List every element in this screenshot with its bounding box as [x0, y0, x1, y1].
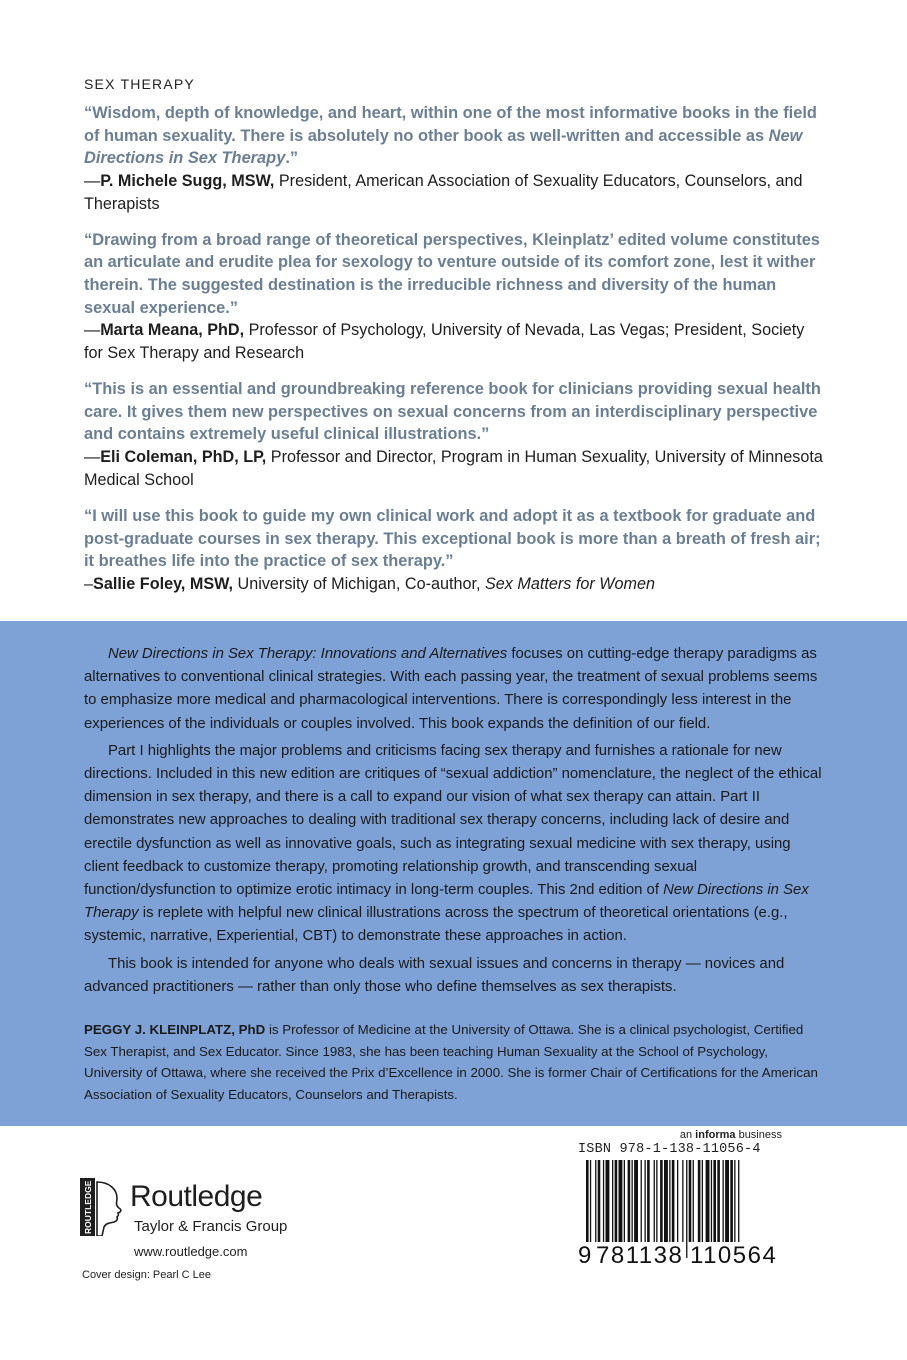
author-name: PEGGY J. KLEINPLATZ, PhD [84, 1022, 266, 1037]
routledge-logo-text: ROUTLEDGE [83, 1180, 93, 1234]
author-bio-text: is Professor of Medicine at the University of Ottawa. She is a clinical psychologist, Certified Sex Therapist, and Sex Educator. Since 1983, she has been teaching Human Sexuality at the School of Psychology, University of Ottawa, where she received the Prix d’Excellence in 2000. She is former Chair of Certifications for the American Association of Sexuality Educators, Counselors and Therapists. [84, 1022, 818, 1102]
endorsements [84, 102, 824, 609]
cover-design-credit: Cover design: Pearl C Lee [82, 1269, 212, 1281]
description-paragraph: Part I highlights the major problems and criticisms facing sex therapy and furnishes a rationale for new directions. Included in this new edition are critiques of “sexual addiction” nomenclature, the neglect of the ethical dimension in sex therapy, and there is a call to expand our vision of what sex therapy can attain. Part II demonstrates new approaches to dealing with traditional sex therapy concerns, including lack of desire and erectile dysfunction as well as innovative goals, such as integrating sexual medicine with sex therapy, using client feedback to customize therapy, promoting relationship growth, and transcending sexual function/dysfunction to optimize erotic intimacy in long-term couples. This 2nd edition of New Directions in Sex Therapy is replete with helpful new clinical illustrations across the spectrum of theoretical orientations (e.g., systemic, narrative, Experiential, CBT) to demonstrate these approaches in action. [84, 742, 822, 945]
informa-tagline: an informa business [679, 1129, 782, 1141]
description-paragraph: New Directions in Sex Therapy: Innovations and Alternatives focuses on cutting-edge therapy paradigms as alternatives to conventional clinical strategies. With each passing year, the treatment of sexual problems seems to emphasize more medical and pharmacological interventions. There is correspondingly less interest in the experiences of the individuals or couples involved. This book expands the definition of our field. [84, 646, 818, 732]
routledge-logo-icon [80, 1178, 124, 1236]
quote-attribution: —Marta Meana, PhD, Professor of Psychology, University of Nevada, Las Vegas; President, Society for Sex Therapy and Research [84, 321, 805, 363]
publisher-name: Routledge [130, 1180, 263, 1213]
endorsement [84, 102, 824, 216]
quote-text: “I will use this book to guide my own clinical work and adopt it as a textbook for graduate and post-graduate courses in sex therapy. This exceptional book is more than a breath of fresh air; it breathes life into the practice of sex therapy.” [84, 506, 821, 571]
endorsement [84, 378, 824, 492]
barcode-block [576, 1126, 786, 1276]
quote-attribution: —Eli Coleman, PhD, LP, Professor and Director, Program in Human Sexuality, University of Minnesota Medical School [84, 447, 823, 489]
quote-attribution: –Sallie Foley, MSW, University of Michigan, Co-author, Sex Matters for Women [84, 574, 655, 593]
publisher-website: www.routledge.com [134, 1244, 248, 1259]
quote-text: “Drawing from a broad range of theoretical perspectives, Kleinplatz’ edited volume constitutes an articulate and erudite plea for sexology to venture outside of its comfort zone, lest it wither therein. The suggested destination is the irreducible richness and diversity of the human sexual experience.” [84, 230, 820, 317]
ean-left-digits: 781138 [596, 1242, 684, 1269]
ean-digits [576, 1242, 786, 1272]
quote-text: “This is an essential and groundbreaking reference book for clinicians providing sexual health care. It gives them new perspectives on sexual concerns from an interdisciplinary perspective and contains extremely useful clinical illustrations.” [84, 380, 821, 444]
book-description [84, 643, 824, 1003]
publisher-group: Taylor & Francis Group [134, 1218, 288, 1235]
description-paragraph: This book is intended for anyone who deals with sexual issues and concerns in therapy — novices and advanced practitioners — rather than only those who define themselves as sex therapists. [84, 955, 785, 995]
category-label: SEX THERAPY [84, 76, 195, 92]
quote-text: “Wisdom, depth of knowledge, and heart, within one of the most informative books in the field of human sexuality. There is absolutely no other book as well-written and accessible as New Directions in Sex Therapy.” [84, 104, 817, 168]
ean-first-digit: 9 [578, 1242, 592, 1269]
quote-attribution: —P. Michele Sugg, MSW, President, American Association of Sexuality Educators, Counselors, and Therapists [84, 171, 803, 213]
endorsement [84, 229, 824, 365]
author-bio [84, 1019, 826, 1105]
isbn-text: ISBN 978-1-138-11056-4 [578, 1142, 761, 1157]
ean-right-digits: 110564 [690, 1242, 778, 1269]
endorsement [84, 505, 824, 596]
